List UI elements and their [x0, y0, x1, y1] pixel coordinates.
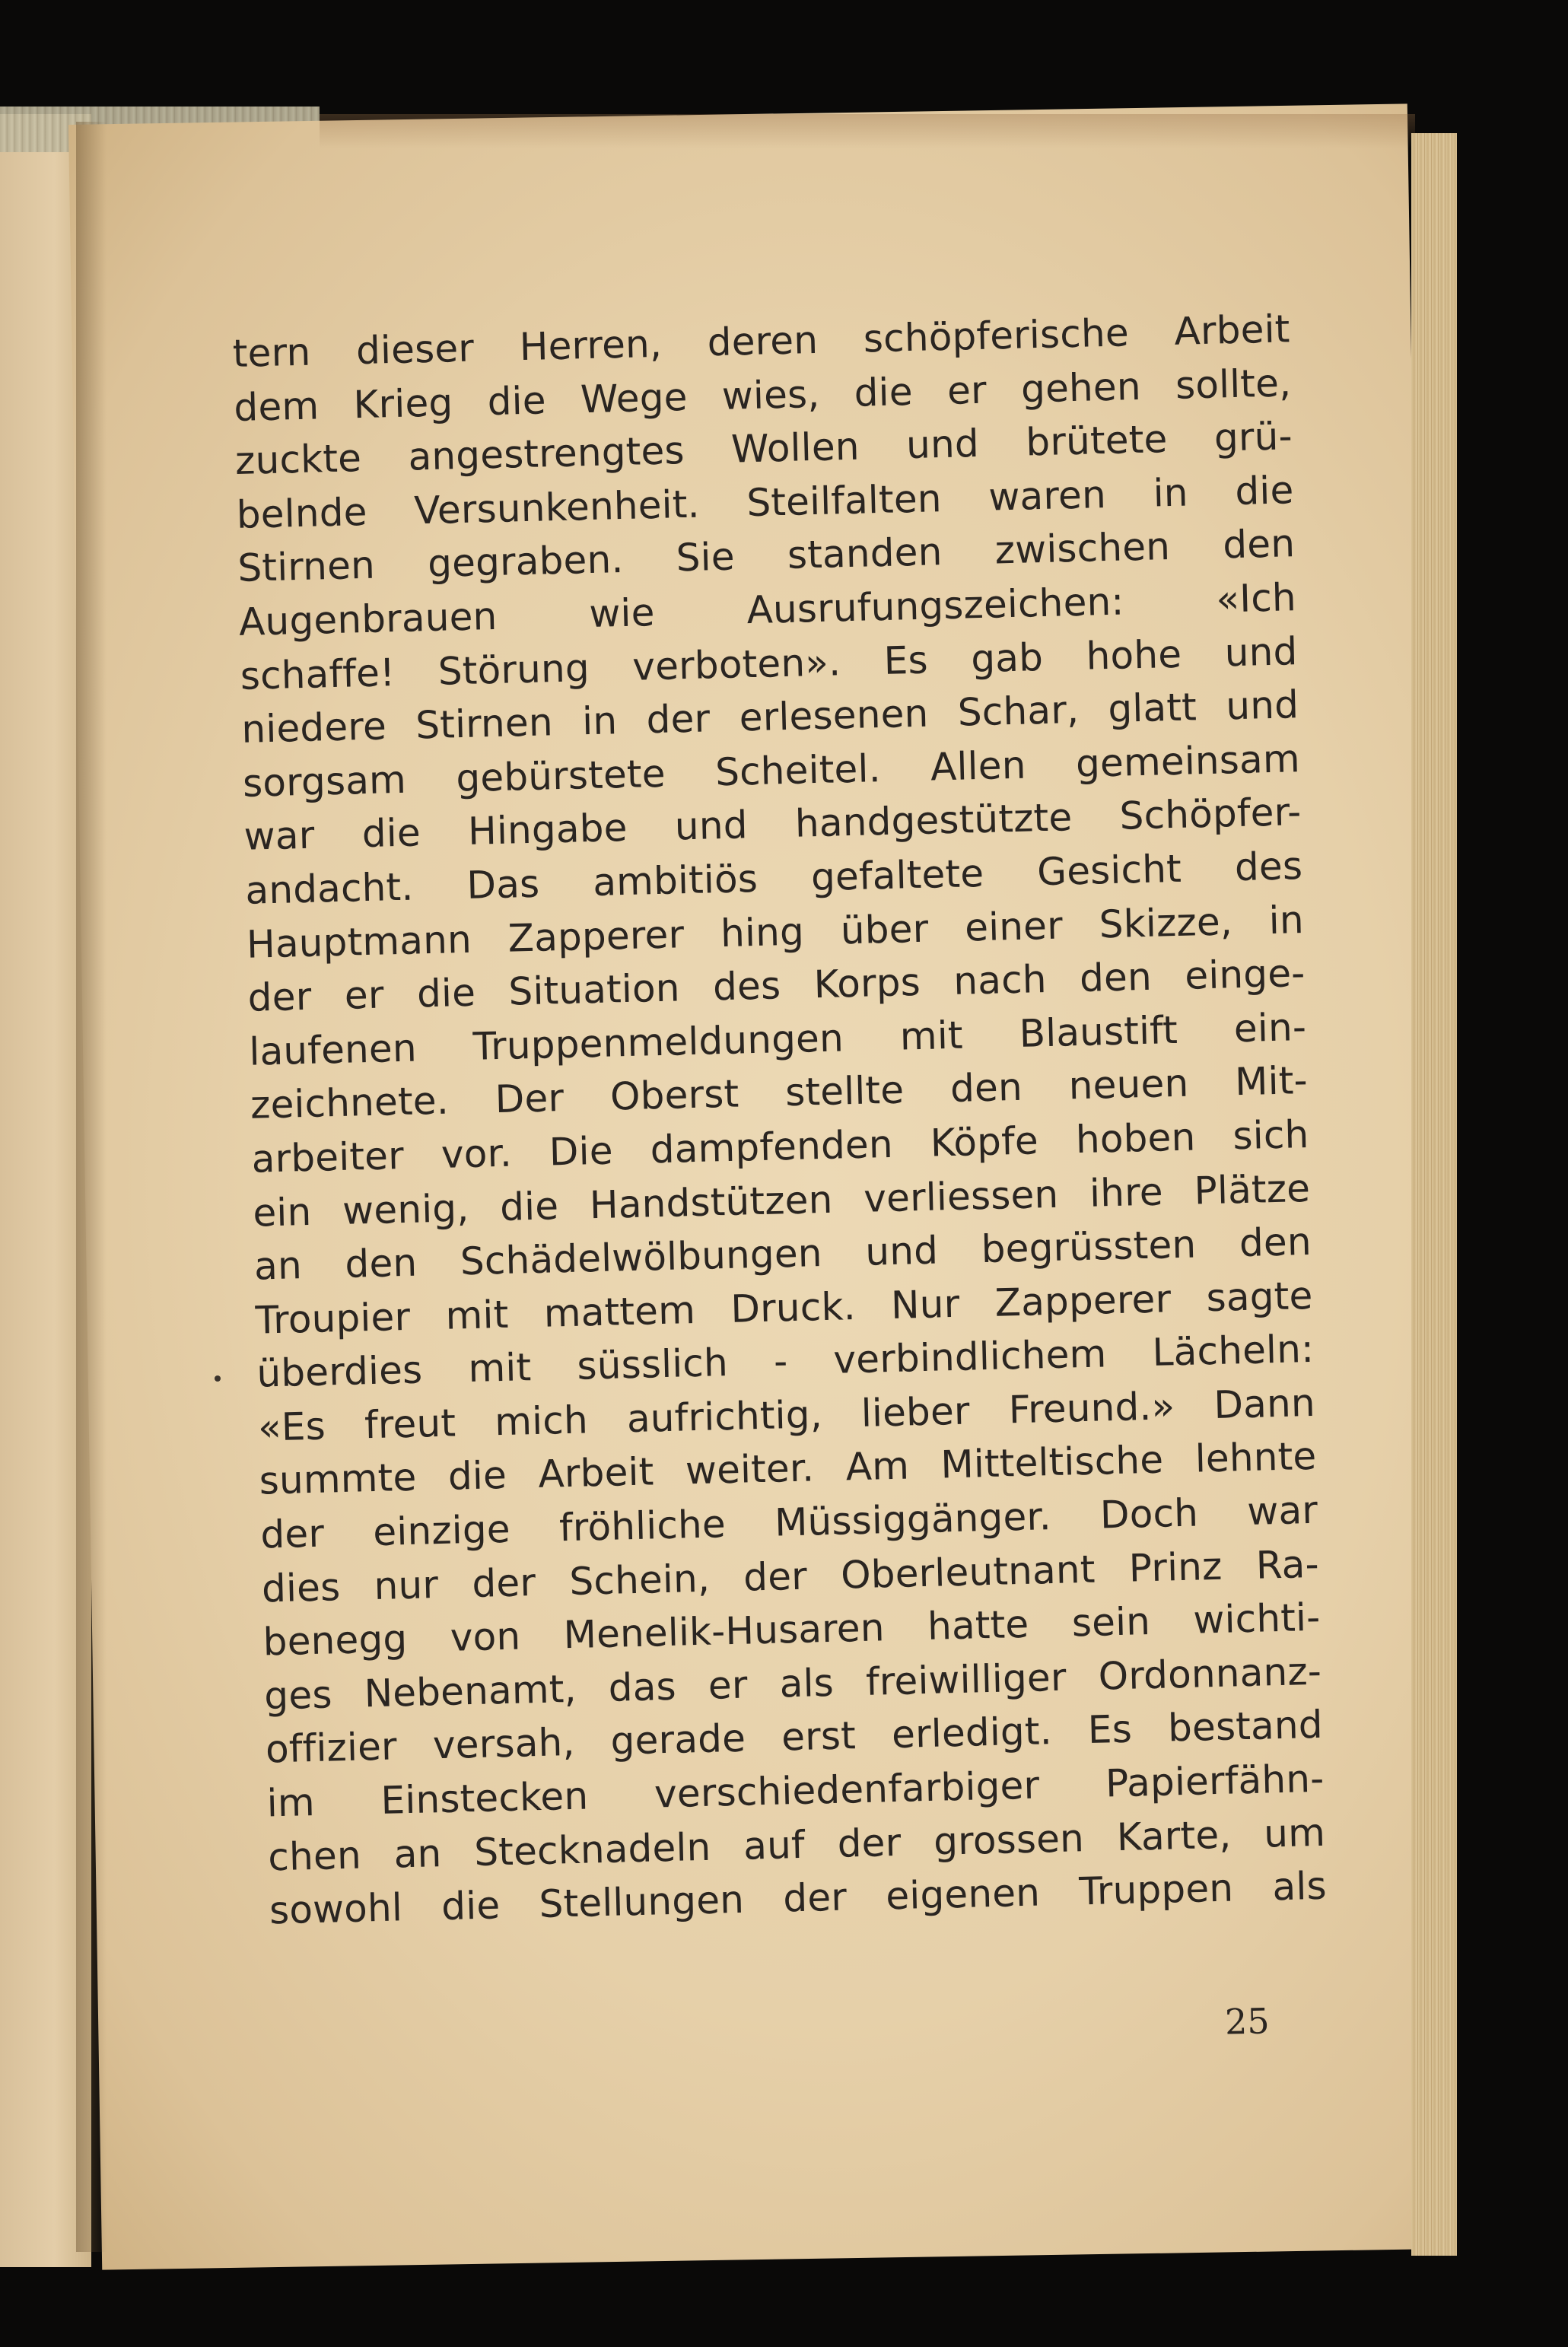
text-line: zeichnete. Der Oberst stellte den neuen Mit-: [250, 1058, 1309, 1128]
text-line: der einzige fröhliche Müssiggänger. Doch war: [259, 1487, 1318, 1557]
text-line: sowohl die Stellungen der eigenen Truppen als: [269, 1863, 1328, 1933]
text-line: dem Krieg die Wege wies, die er gehen sollte,: [233, 360, 1292, 430]
text-line: chen an Stecknadeln auf der grossen Karte, um: [267, 1810, 1326, 1880]
text-line: belnde Versunkenheit. Steilfalten waren in die: [236, 467, 1295, 537]
text-line: tern dieser Herren, deren schöpferische Arbeit: [232, 307, 1291, 376]
text-line: niedere Stirnen in der erlesenen Schar, glatt und: [240, 682, 1299, 752]
text-line: Augenbrauen wie Ausrufungszeichen: «Ich: [238, 575, 1297, 644]
text-line: dies nur der Schein, der Oberleutnant Prinz Ra-: [261, 1541, 1320, 1611]
text-line: andacht. Das ambitiös gefaltete Gesicht des: [244, 843, 1303, 913]
text-line: ges Nebenamt, das er als freiwilliger Ordonnanz-: [263, 1649, 1322, 1719]
text-line: laufenen Truppenmeldungen mit Blaustift ein-: [248, 1004, 1307, 1074]
text-line: arbeiter vor. Die dampfenden Köpfe hoben sich: [251, 1111, 1310, 1181]
text-line: war die Hingabe und handgestützte Schöpfer-: [243, 790, 1302, 860]
page-edges: [1411, 133, 1457, 2256]
body-text: [232, 302, 1328, 1938]
text-line: Troupier mit mattem Druck. Nur Zapperer sagte: [255, 1273, 1314, 1343]
text-line: Hauptmann Zapperer hing über einer Skizze, in: [246, 897, 1305, 967]
text-line: ein wenig, die Handstützen verliessen ihre Plätze: [252, 1166, 1311, 1236]
page-number: 25: [1224, 2000, 1271, 2043]
text-line: benegg von Menelik-Husaren hatte sein wichti-: [262, 1595, 1322, 1665]
text-line: an den Schädelwölbungen und begrüssten den: [253, 1220, 1312, 1289]
text-line: der er die Situation des Korps nach den einge-: [247, 951, 1306, 1020]
text-line: schaffe! Störung verboten». Es gab hohe und: [240, 628, 1299, 698]
text-line: summte die Arbeit weiter. Am Mitteltische lehnte: [259, 1434, 1318, 1504]
text-line: Stirnen gegraben. Sie standen zwischen den: [237, 521, 1296, 591]
text-line: zuckte angestrengtes Wollen und brütete grü-: [234, 414, 1293, 484]
text-line: offizier versah, gerade erst erledigt. Es bestand: [265, 1703, 1324, 1772]
text-line: sorgsam gebürstete Scheitel. Allen gemeinsam: [242, 736, 1301, 806]
text-line: überdies mit süsslich - verbindlichem Lächeln:: [256, 1327, 1315, 1396]
gutter-shadow: [76, 122, 107, 2252]
top-shadow: [320, 114, 1415, 148]
margin-mark: [215, 1375, 221, 1382]
text-line: im Einstecken verschiedenfarbiger Papierfähn-: [266, 1756, 1325, 1826]
text-line: «Es freut mich aufrichtig, lieber Freund.» Dann: [257, 1380, 1316, 1450]
